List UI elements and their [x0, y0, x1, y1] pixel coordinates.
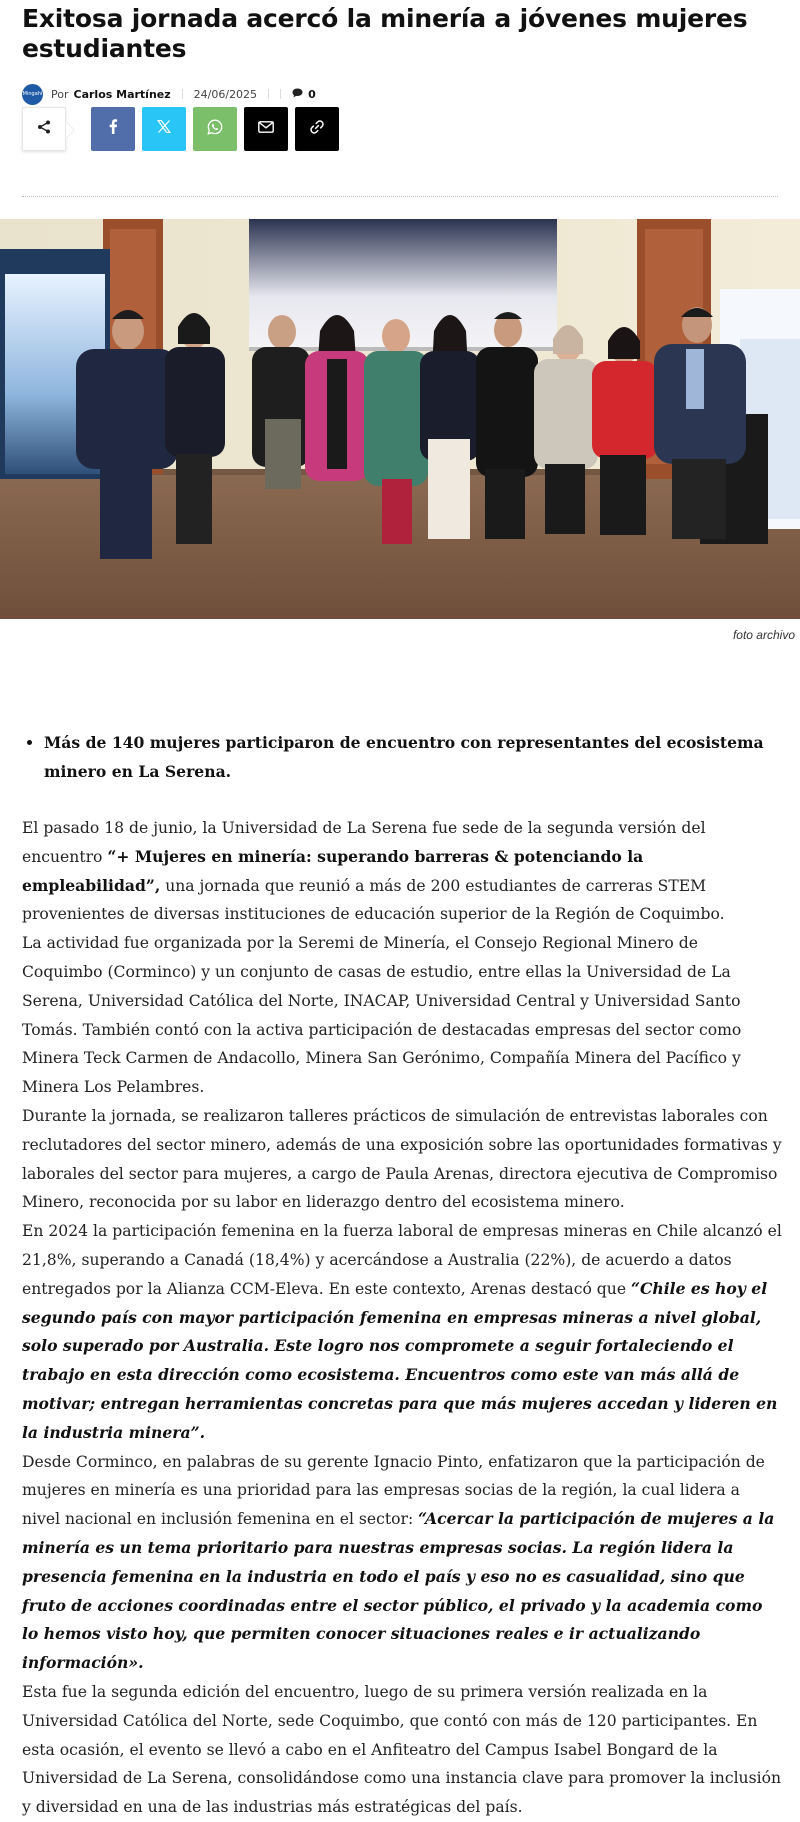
share-bar — [22, 107, 346, 151]
mail-icon — [258, 120, 274, 138]
quote: “Acercar la participación de mujeres a la minería es un tema prioritario para nuestras empresas socias. La región lidera la presencia femenina en la industria en todo el país y eso no es casualidad, sino que fruto de acciones coordinadas entre el sector público, el privado y la academia como lo hemos visto hoy, que permiten conocer situaciones reales e ir actualizando información». — [22, 1509, 775, 1673]
article-meta — [22, 83, 316, 105]
paragraph: Durante la jornada, se realizaron talleres prácticos de simulación de entrevistas laborales con reclutadores del sector minero, además de una exposición sobre las oportunidades formativas y laborales del sector para mujeres, a cargo de Paula Arenas, directora ejecutiva de Compromiso Minero, reconocida por su labor en liderazgo dentro del ecosistema minero. — [22, 1106, 782, 1212]
by-label: Por — [51, 87, 69, 101]
meta-separator — [280, 89, 281, 99]
x-icon — [157, 120, 171, 138]
paragraph: Esta fue la segunda edición del encuentro, luego de su primera versión realizada en la Universidad Católica del Norte, sede Coquimbo, que contó con más de 120 participantes. En esta ocasión, el evento se llevó a cabo en el Anfiteatro del Campus Isabel Bongard de la Universidad de La Serena, consolidándose como una instancia clave para promover la inclusión y diversidad en una de las industrias más estratégicas del país. — [22, 1682, 782, 1817]
publish-date: 24/06/2025 — [193, 87, 258, 101]
share-toggle-button[interactable] — [22, 107, 66, 151]
meta-separator — [268, 89, 269, 99]
copy-link-button[interactable] — [295, 107, 339, 151]
meta-separator — [182, 89, 183, 99]
share-icon — [37, 120, 51, 139]
facebook-share-button[interactable] — [91, 107, 135, 151]
email-share-button[interactable] — [244, 107, 288, 151]
author-link[interactable]: Carlos Martínez — [73, 87, 171, 101]
paragraph: La actividad fue organizada por la Seremi de Minería, el Consejo Regional Minero de Coquimbo (Corminco) y un conjunto de casas de estudio, entre ellas la Universidad de La Serena, Universidad Católica del Norte, INACAP, Universidad Central y Universidad Santo Tomás. También contó con la activa participación de destacadas empresas del sector como Minera Teck Carmen de Andacollo, Minera San Gerónimo, Compañía Minera del Pacífico y Minera Los Pelambres. — [22, 934, 742, 1097]
author-avatar[interactable]: Mingahi — [22, 84, 43, 105]
article-title: Exitosa jornada acercó la minería a jóvenes mujeres estudiantes — [22, 4, 748, 63]
paragraph: Desde Corminco, en palabras de su gerente Ignacio Pinto, enfatizaron que la participación de mujeres en minería es una prioridad para las empresas socias de la región, la cual lidera a nivel nacional en inclusión femenina en el sector: “Acercar la participación de mujeres a la minería es un tema prioritario para nuestras empresas socias. La región lidera la presencia femenina en la industria en todo el país y eso no es casualidad, sino que fruto de acciones coordinadas entre el sector público, el privado y la academia como lo hemos visto hoy, que permiten conocer situaciones reales e ir actualizando información». — [22, 1452, 775, 1673]
x-share-button[interactable] — [142, 107, 186, 151]
comment-count[interactable]: 0 — [308, 87, 316, 101]
quote: “Chile es hoy el segundo país con mayor participación femenina en empresas mineras a nivel global, solo superado por Australia. Este logro nos compromete a seguir fortaleciendo el trabajo en esta dirección como ecosistema. Encuentros como este van más allá de motivar; entregan herramientas concretas para que más mujeres accedan y lideren en la industria minera”. — [22, 1278, 778, 1442]
image-caption: foto archivo — [732, 628, 795, 642]
link-icon — [309, 119, 325, 140]
event-name: “+ Mujeres en minería: superando barreras & potenciando la empleabilidad”, — [22, 846, 644, 895]
facebook-icon — [108, 119, 118, 139]
summary-list — [22, 728, 782, 786]
summary-bullet: • Más de 140 mujeres participaron de encuentro con representantes del ecosistema minero en La Serena. — [44, 728, 782, 786]
section-divider — [22, 196, 778, 197]
whatsapp-icon — [207, 119, 223, 140]
paragraph: En 2024 la participación femenina en la fuerza laboral de empresas mineras en Chile alcanzó el 21,8%, superando a Canadá (18,4%) y acercándose a Australia (22%), de acuerdo a datos entregados por la Alianza CCM-Eleva. En este contexto, Arenas destacó que “Chile es hoy el segundo país con mayor participación femenina en empresas mineras a nivel global, solo superado por Australia. Este logro nos compromete a seguir fortaleciendo el trabajo en esta dirección como ecosistema. Encuentros como este van más allá de motivar; entregan herramientas concretas para que más mujeres accedan y lideren en la industria minera”. — [22, 1222, 782, 1442]
comment-icon[interactable] — [292, 88, 303, 101]
paragraph: El pasado 18 de junio, la Universidad de La Serena fue sede de la segunda versión del encuentro “+ Mujeres en minería: superando barreras & potenciando la empleabilidad”, una jornada que reunió a más de 200 estudiantes de carreras STEM provenientes de diversas instituciones de educación superior de la Región de Coquimbo. — [22, 819, 725, 924]
article-body — [22, 728, 782, 1822]
whatsapp-share-button[interactable] — [193, 107, 237, 151]
featured-image — [0, 219, 800, 619]
